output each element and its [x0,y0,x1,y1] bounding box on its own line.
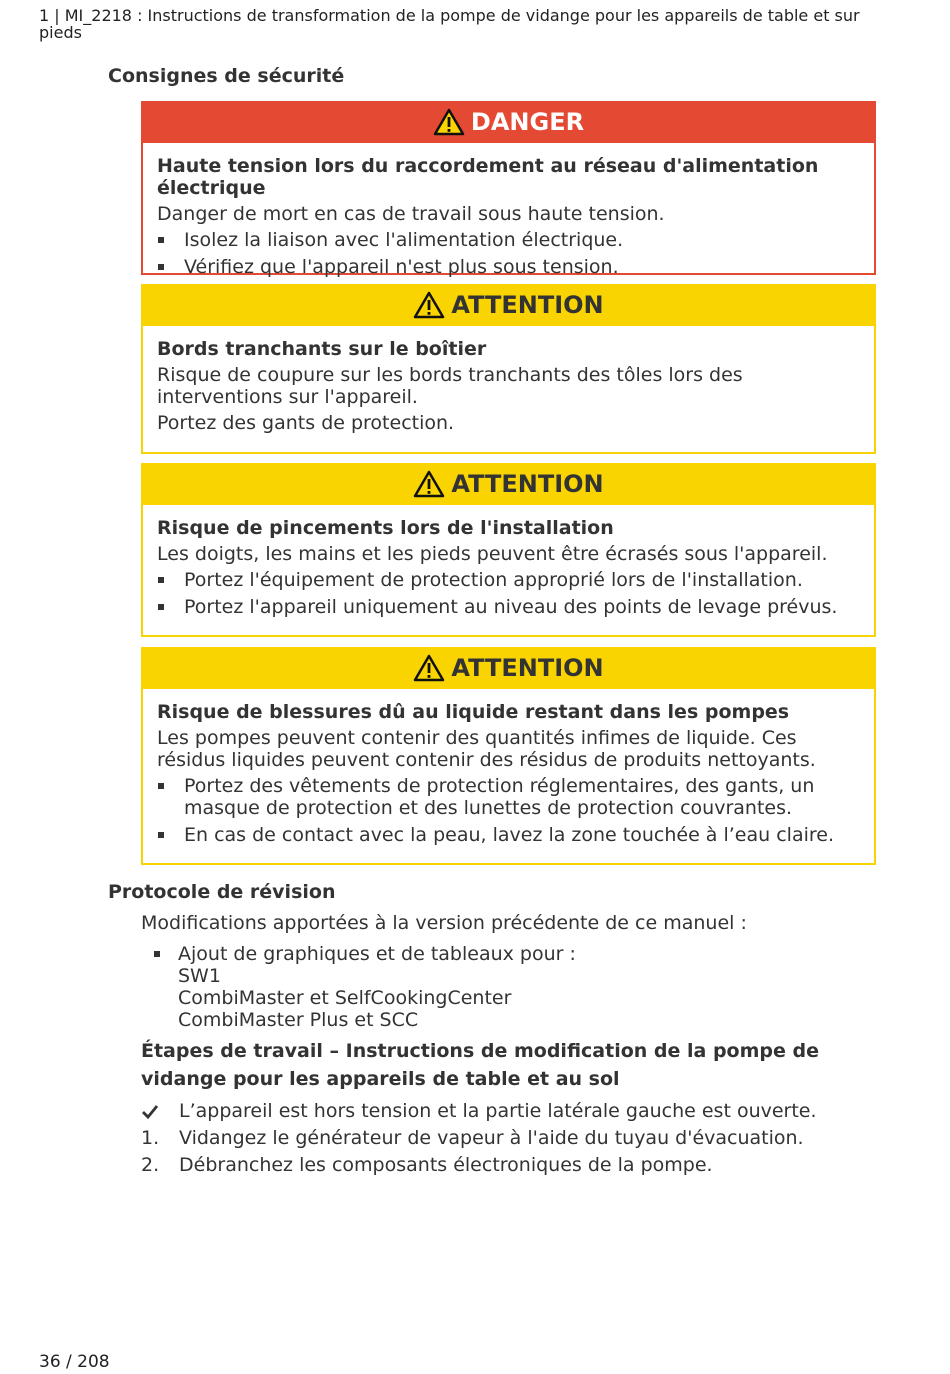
attention-box [141,463,876,637]
warning-text: Portez des gants de protection. [157,412,455,434]
danger-label: DANGER [470,108,585,136]
revision-line: CombiMaster Plus et SCC [178,1009,419,1031]
warning-triangle-icon [413,654,445,682]
revision-intro: Modifications apportées à la version précédente de ce manuel : [141,912,747,934]
list-item [141,1152,817,1179]
page-number: 36 / 208 [39,1352,110,1372]
attention-label: ATTENTION [451,291,604,319]
step-text: Vidangez le générateur de vapeur à l'aide du tuyau d'évacuation. [179,1127,804,1149]
warning-title: Haute tension lors du raccordement au réseau d'alimentation électrique [157,155,819,199]
precondition [141,1098,817,1125]
attention-label: ATTENTION [451,470,604,498]
attention-banner [141,463,876,505]
step-number: 1. [141,1127,160,1149]
revision-line: Ajout de graphiques et de tableaux pour : [178,943,576,965]
revision-heading: Protocole de révision [108,881,336,903]
attention-banner [141,284,876,326]
step-number: 2. [141,1154,160,1176]
danger-banner [141,101,876,143]
warning-triangle-icon [433,108,465,136]
list-item: Portez l'appareil uniquement au niveau des points de levage prévus. [157,596,860,618]
list-item: Portez des vêtements de protection réglementaires, des gants, un masque de protection et des lunettes de protection couvrantes. [157,775,860,819]
warning-text: Les pompes peuvent contenir des quantités infimes de liquide. Ces résidus liquides peuvent contenir des résidus de produits nettoyants. [157,727,816,771]
list-item: Portez l'équipement de protection approprié lors de l'installation. [157,569,860,591]
page-header: 1 | MI_2218 : Instructions de transformation de la pompe de vidange pour les appareils de table et sur pieds [39,6,860,42]
precondition-text: L’appareil est hors tension et la partie latérale gauche est ouverte. [179,1100,817,1122]
warning-bullets [157,229,860,278]
steps-heading: Étapes de travail – Instructions de modification de la pompe de vidange pour les appareils de table et au sol [141,1040,819,1090]
attention-label: ATTENTION [451,654,604,682]
warning-triangle-icon [413,291,445,319]
attention-banner [141,647,876,689]
warning-title: Risque de blessures dû au liquide restant dans les pompes [157,701,790,723]
step-text: Débranchez les composants électroniques de la pompe. [179,1154,713,1176]
warning-triangle-icon [413,470,445,498]
warning-title: Bords tranchants sur le boîtier [157,338,487,360]
danger-box [141,101,876,278]
attention-box [141,284,876,454]
revision-line: SW1 [178,965,221,987]
warning-bullets [157,775,860,846]
list-item [141,1125,817,1152]
warning-title: Risque de pincements lors de l'installation [157,517,614,539]
warning-text: Risque de coupure sur les bords tranchants des tôles lors des interventions sur l'appareil. [157,364,743,408]
warning-bullets [157,569,860,618]
list-item: Isolez la liaison avec l'alimentation électrique. [157,229,860,251]
warning-text: Les doigts, les mains et les pieds peuvent être écrasés sous l'appareil. [157,543,828,565]
list-item: En cas de contact avec la peau, lavez la zone touchée à l’eau claire. [157,824,860,846]
revision-list [152,943,576,1031]
revision-line: CombiMaster et SelfCookingCenter [178,987,512,1009]
attention-box [141,647,876,865]
warning-text: Danger de mort en cas de travail sous haute tension. [157,203,665,225]
safety-heading: Consignes de sécurité [108,65,345,87]
bullet-marker [154,951,160,957]
list-item: Vérifiez que l'appareil n'est plus sous tension. [157,256,860,278]
steps-list [141,1098,817,1179]
